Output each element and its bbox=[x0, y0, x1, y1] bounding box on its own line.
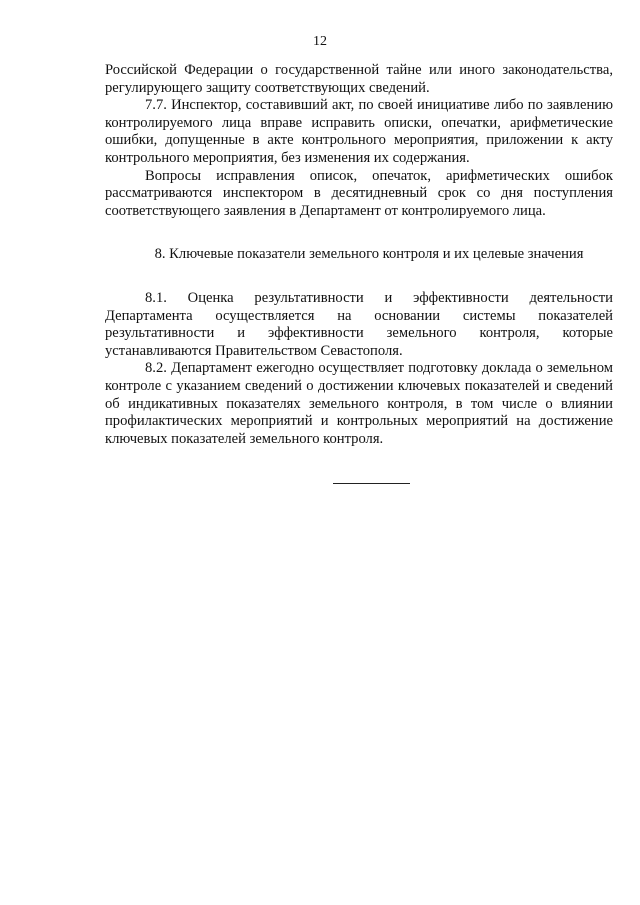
paragraph-7-7: 7.7. Инспектор, составивший акт, по своей инициативе либо по заявлению контролируемого лица вправе исправить описки, опечатки, арифметические ошибки, допущенные в акте контрольного мероприятия, приложении к акту контрольного мероприятия, без изменения их содержания. bbox=[105, 97, 613, 166]
document-body bbox=[105, 62, 613, 448]
paragraph-corrections: Вопросы исправления описок, опечаток, арифметических ошибок рассматриваются инспектором в десятидневный срок со дня поступления соответствующего заявления в Департамент от контролируемого лица. bbox=[105, 167, 613, 219]
paragraph-8-2: 8.2. Департамент ежегодно осуществляет подготовку доклада о земельном контроле с указанием сведений о достижении ключевых показателей и сведений об индикативных показателях земельного контроля, в том числе о влиянии профилактических мероприятий и контрольных мероприятий на достижение ключевых показателей земельного контроля. bbox=[105, 360, 613, 447]
end-separator-line bbox=[333, 483, 410, 484]
page-number: 12 bbox=[313, 34, 327, 49]
paragraph-8-1: 8.1. Оценка результативности и эффективности деятельности Департамента осуществляется на основании системы показателей результативности и эффективности земельного контроля, которые устанавливаются Правительством Севастополя. bbox=[105, 289, 613, 359]
paragraph-continuation: Российской Федерации о государственной тайне или иного законодательства, регулирующего защиту соответствующих сведений. bbox=[105, 62, 613, 96]
section-title: 8. Ключевые показатели земельного контроля и их целевые значения bbox=[154, 246, 584, 263]
